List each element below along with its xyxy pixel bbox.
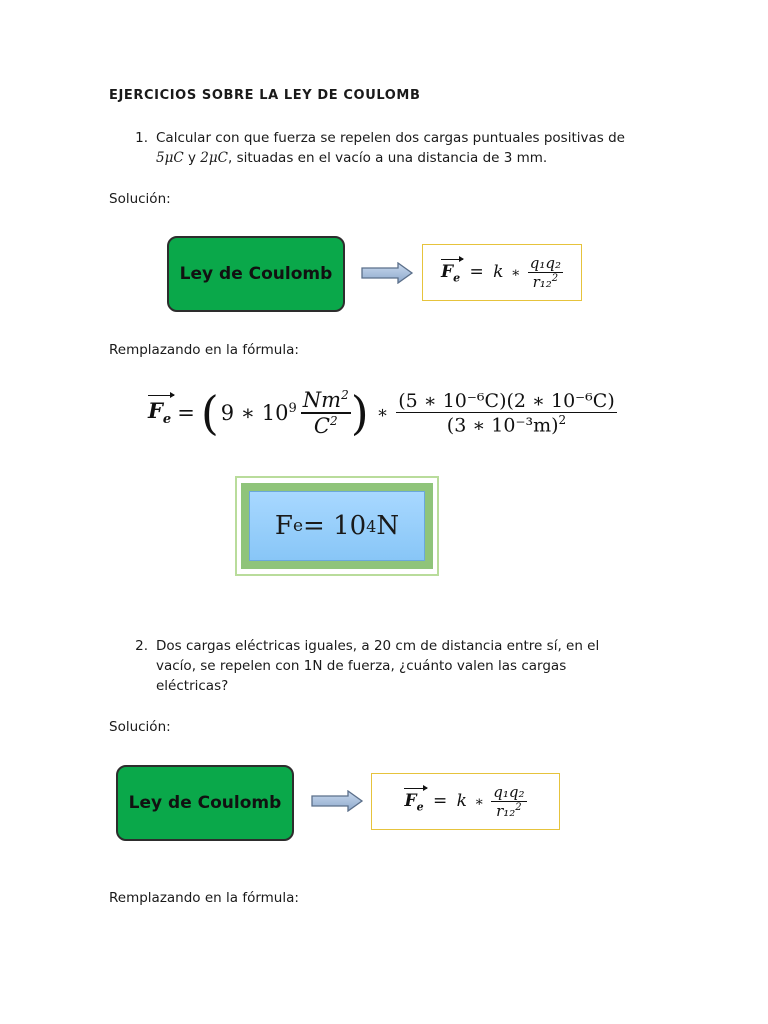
coulomb-law-box-1 bbox=[167, 236, 345, 312]
solution-label-2: Solución: bbox=[109, 719, 171, 735]
coulomb-law-label-2: Ley de Coulomb bbox=[128, 793, 282, 813]
coulomb-formula-box-1 bbox=[422, 244, 582, 301]
coulomb-formula-box-2 bbox=[371, 773, 560, 830]
exercise-1-line-2-rest: , situadas en el vacío a una distancia de 3 mm. bbox=[227, 150, 548, 166]
coulomb-law-label-1: Ley de Coulomb bbox=[179, 264, 333, 284]
exercise-1-line-2 bbox=[156, 148, 547, 168]
arrow-right-icon bbox=[360, 262, 414, 284]
exercise-2-number: 2. bbox=[135, 638, 148, 654]
result-box bbox=[235, 476, 439, 576]
arrow-right-icon bbox=[310, 790, 364, 812]
exercise-2-line-2: vacío, se repelen con 1N de fuerza, ¿cuánto valen las cargas bbox=[156, 658, 567, 674]
exercise-2-line-3: eléctricas? bbox=[156, 678, 229, 694]
charge-conjunction: y bbox=[183, 150, 201, 166]
page-title: EJERCICIOS SOBRE LA LEY DE COULOMB bbox=[109, 88, 421, 103]
replace-label-1: Remplazando en la fórmula: bbox=[109, 342, 299, 358]
solution-label-1: Solución: bbox=[109, 191, 171, 207]
charge-q1: 5μC bbox=[156, 150, 184, 166]
force-vector-symbol-sub: $F_e$ bbox=[148, 398, 172, 428]
result-formula: F e = 10 4 N bbox=[249, 491, 425, 561]
force-vector-symbol: $F_e$ bbox=[440, 262, 461, 285]
coulomb-formula-1: $F_e = k$ ∗ $\frac{\text{q₁q₂}}{r_{12}^2}$ bbox=[440, 253, 561, 292]
substitution-formula: $F_e$ = ( 9 ∗ $10^9$ $\frac{Nm^2}{C^2}$ ) ∗ $\frac{\text{(5 ∗ 10⁻⁶C)(2 ∗ 10⁻⁶C)}}{(3 ∗ 10^{-3}m)^2}$ bbox=[148, 386, 615, 440]
replace-label-2: Remplazando en la fórmula: bbox=[109, 890, 299, 906]
coulomb-law-box-2 bbox=[116, 765, 294, 841]
exercise-1-number: 1. bbox=[135, 130, 148, 146]
charge-q2: 2μC bbox=[200, 150, 228, 166]
exercise-1-line-1: Calcular con que fuerza se repelen dos cargas puntuales positivas de bbox=[156, 130, 625, 146]
coulomb-formula-2: $F_e = k$ ∗ $\frac{\text{q₁q₂}}{r_{12}^2}$ bbox=[404, 782, 525, 821]
exercise-2-line-1: Dos cargas eléctricas iguales, a 20 cm de distancia entre sí, en el bbox=[156, 638, 600, 654]
